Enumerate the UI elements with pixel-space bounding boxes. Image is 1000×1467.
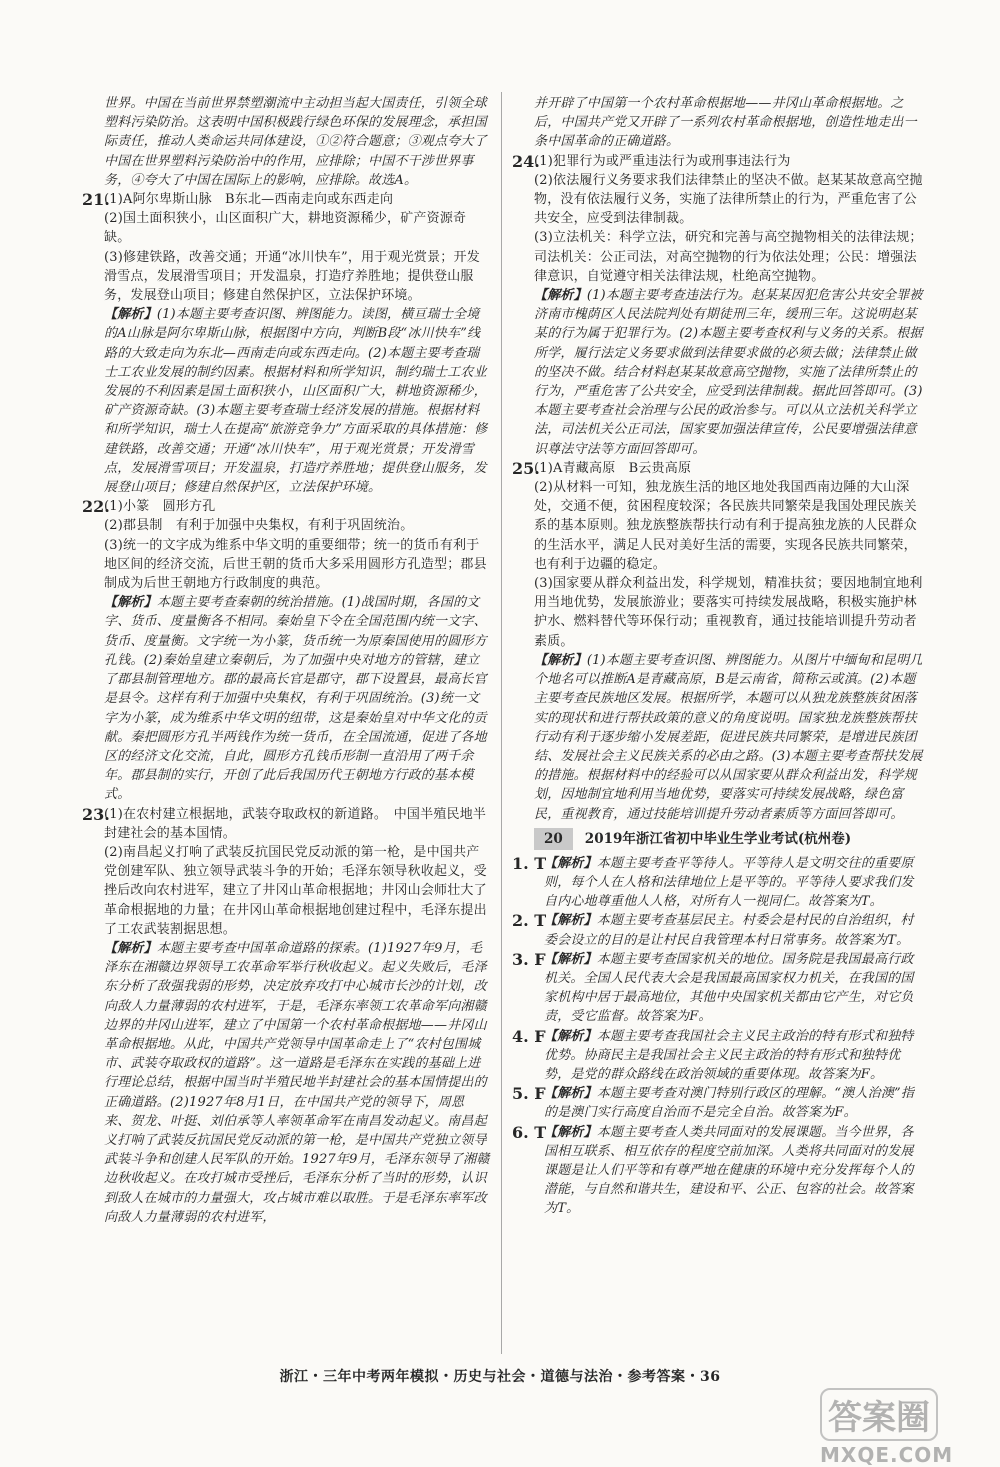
item-number: 6. T xyxy=(512,1122,547,1142)
analysis-label: 【解析】 xyxy=(534,288,587,304)
analysis-label: 【解析】 xyxy=(544,855,597,871)
analysis-label: 【解析】 xyxy=(104,307,157,323)
answer-line: (2)国土面积狭小，山区面积广大，耕地资源稀少，矿产资源奇缺。 xyxy=(104,211,467,246)
analysis-label: 【解析】 xyxy=(544,1086,597,1102)
answer-line: (3)国家要从群众利益出发，科学规划，精准扶贫；要因地制宜地利用当地优势，发展旅游业；要落实可持续发展战略，积极实施护林护水、燃料替代等环保行动；重视教育，通过技能培训提升劳动者素质。 xyxy=(534,576,923,649)
watermark-url: MXQE.COM xyxy=(820,1443,954,1467)
answer-line: (2)郡县制 有利于加强中央集权，有利于巩固统治。 xyxy=(104,518,414,534)
answer-line: (2)从材料一可知，独龙族生活的地区地处我国西南边陲的大山深处，交通不便，贫困程度较深；各民族共同繁荣是我国处理民族关系的基本原则。独龙族整族帮扶行动有利于提高独龙族的人民群众的生活水平，满足人民对美好生活的需要，实现各民族共同繁荣，也有利于边疆的稳定。 xyxy=(534,480,917,572)
item-number: 4. F xyxy=(512,1026,546,1046)
item-analysis xyxy=(534,1084,924,1122)
answer-line: (3)立法机关：科学立法，研究和完善与高空抛物相关的法律法规；司法机关：公正司法，对高空抛物的行为依法处理；公民：增强法律意识，自觉遵守相关法律法规，杜绝高空抛物。 xyxy=(534,230,923,284)
section-title: 2019年浙江省初中毕业生学业考试(杭州卷) xyxy=(584,830,852,847)
question-number: 25. xyxy=(512,458,540,478)
analysis-label: 【解析】 xyxy=(104,940,157,956)
item-2 xyxy=(512,911,924,949)
answer-line: (2)南昌起义打响了武装反抗国民党反动派的第一枪，是中国共产党创建军队、独立领导武装斗争的开始；毛泽东领导秋收起义，受挫后改向农村进军，建立了井冈山革命根据地；井冈山会师壮大了革命根据地的力量；在井冈山革命根据地创建过程中，毛泽东提出了工农武装割据思想。 xyxy=(104,844,487,937)
answer-line: (1)小篆 圆形方孔 xyxy=(104,499,216,515)
item-5 xyxy=(512,1084,924,1122)
item-3 xyxy=(512,950,924,1027)
item-number: 2. T xyxy=(512,911,547,931)
analysis-label: 【解析】 xyxy=(544,1028,597,1044)
analysis-label: 【解析】 xyxy=(104,595,157,611)
answer-line: (2)依法履行义务要求我们法律禁止的坚决不做。赵某某故意高空抛物，没有依法履行义务，实施了法律所禁止的行为，严重危害了公共安全，应受到法律制裁。 xyxy=(534,172,923,227)
analysis-paragraph xyxy=(104,939,490,1227)
item-6 xyxy=(512,1123,924,1219)
continuation-paragraph: 并开辟了中国第一个农村革命根据地——井冈山革命根据地。之后，中国共产党又开辟了一系列农村革命根据地，创造性地走出一条中国革命的正确道路。 xyxy=(534,96,917,150)
analysis-text: 本题主要考查基层民主。村委会是村民的自治组织，村委会设立的目的是让村民自我管理本村日常事务。故答案为T。 xyxy=(544,913,914,948)
question-number: 22. xyxy=(82,497,110,517)
analysis-paragraph xyxy=(534,286,924,459)
item-number: 5. F xyxy=(512,1084,546,1104)
column-divider xyxy=(501,92,502,1354)
analysis-text: 本题主要考查国家机关的地位。国务院是我国最高行政机关。全国人民代表大会是我国最高国家权力机关，在我国的国家机构中居于最高地位，其他中央国家机关都由它产生，对它负责，受它监督。故答案为F。 xyxy=(544,951,914,1025)
answer-line: (3)统一的文字成为维系中华文明的重要细带；统一的货币有利于地区间的经济交流，后世王朝的货币大多采用圆形方孔造型；郡县制成为后世王朝地方行政制度的典范。 xyxy=(104,537,487,592)
section-number-badge: 20 xyxy=(534,828,573,850)
item-4 xyxy=(512,1027,924,1085)
question-22 xyxy=(82,497,490,804)
item-analysis xyxy=(534,1027,924,1085)
answer-line: (1)A青藏高原 B云贵高原 xyxy=(534,460,692,476)
question-24 xyxy=(512,152,924,459)
analysis-paragraph xyxy=(104,593,490,804)
left-column xyxy=(82,94,490,1227)
analysis-label: 【解析】 xyxy=(534,652,587,668)
analysis-label: 【解析】 xyxy=(544,951,597,967)
page-footer: 浙江・三年中考两年模拟・历史与社会・道德与法治・参考答案・36 xyxy=(279,1369,721,1385)
analysis-label: 【解析】 xyxy=(544,1124,597,1140)
question-23 xyxy=(82,805,490,1227)
question-number: 21. xyxy=(82,190,110,210)
item-number: 1. T xyxy=(512,853,547,873)
analysis-text: 本题主要考查平等待人。平等待人是文明交往的重要原则，每个人在人格和法律地位上是平等的。平等待人要求我们发自内心地尊重他人人格，对所有人一视同仁。故答案为T。 xyxy=(544,855,914,910)
analysis-text: (1)本题主要考查违法行为。赵某某因犯危害公共安全罪被济南市槐荫区人民法院判处有期徒刑三年，缓刑三年。这说明赵某某的行为属于犯罪行为。(2)本题主要考查权利与义务的关系。根据所学，履行法定义务要求做到法律要求做的必须去做；法律禁止做的坚决不做。结合材料赵某某故意高空抛物，实施了法律所禁止的行为，严重危害了公共安全，应受到法律制裁。据此回答即可。(3)本题主要考查社会治理与公民的政治参与。可以从立法机关科学立法，司法机关公正司法，国家要加强法律宣传，公民要增强法律意识尊法守法等方面回答即可。 xyxy=(534,288,923,457)
item-analysis xyxy=(534,1123,924,1219)
question-21 xyxy=(82,190,490,497)
analysis-text: 本题主要考查中国革命道路的探索。(1)1927年9月，毛泽东在湘赣边界领导工农革命军举行秋收起义。起义失败后，毛泽东分析了敌强我弱的形势，决定放弃攻打中心城市长沙的计划，改向敌人力量薄弱的农村进军，于是，毛泽东率领工农革命军向湘赣边界的井冈山进军，建立了中国第一个农村革命根据地——井冈山革命根据地。从此，中国共产党领导中国革命走上了“农村包围城市、武装夺取政权的道路”。这一道路是毛泽东在实践的基础上进行理论总结，根据中国当时半殖民地半封建社会的基本国情提出的正确道路。(2)1927年8月1日，在中国共产党的领导下，周恩来、贺龙、叶挺、刘伯承等人率领革命军在南昌发动起义。南昌起义打响了武装反抗国民党反动派的第一枪，是中国共产党独立领导武装斗争和创建人民军队的开始。1927年9月，毛泽东领导了湘赣边秋收起义。在攻打城市受挫后，毛泽东分析了当时的形势，认识到敌人在城市的力量强大，攻占城市难以取胜。于是毛泽东率军改向敌人力量薄弱的农村进军， xyxy=(104,940,490,1225)
answer-line: (1)A阿尔卑斯山脉 B东北—西南走向或东西走向 xyxy=(104,192,394,208)
analysis-text: (1)本题主要考查识图、辨图能力。从图片中缅甸和昆明几个地名可以推断A是青藏高原，B是云南省，简称云或滇。(2)本题主要考查民族地区发展。根据所学，本题可以从独龙族整族贫困落实的现状和进行帮扶政策的意义的角度说明。国家独龙族整族帮扶行动有利于逐步缩小发展差距，促进民族共同繁荣，是增进民族团结、发展社会主义民族关系的必由之路。(3)本题主要考查帮扶发展的措施。根据材料中的经验可以从国家要从群众利益出发，科学规划，因地制宜地利用当地优势，要落实可持续发展战略，绿色富民，重视教育，通过技能培训提升劳动者素质等方面回答即可。 xyxy=(534,652,923,822)
section-header xyxy=(534,828,924,850)
answer-line: (1)犯罪行为或严重违法行为或刑事违法行为 xyxy=(534,153,791,169)
item-analysis xyxy=(534,911,924,949)
analysis-label: 【解析】 xyxy=(544,913,597,929)
question-number: 24. xyxy=(512,151,540,171)
question-25 xyxy=(512,459,924,824)
analysis-text: 本题主要考查秦朝的统治措施。(1)战国时期，各国的文字、货币、度量衡各不相同。秦始皇下令在全国范围内统一文字、货币、度量衡。文字统一为小篆，货币统一为原秦国使用的圆形方孔钱。(2)秦始皇建立秦朝后，为了加强中央对地方的管辖，建立了郡县制管理地方。郡的最高长官是郡守，郡下设置县，最高长官是县令。这样有利于加强中央集权，有利于巩固统治。(3)统一文字为小篆，成为维系中华文明的纽带，这是秦始皇对中华文化的贡献。秦把圆形方孔半两钱作为统一货币，在全国流通，促进了各地区的经济文化交流，自此，圆形方孔钱币形制一直沿用了两千余年。郡县制的实行，开创了此后我国历代王朝地方行政的基本模式。 xyxy=(104,595,487,803)
item-analysis xyxy=(534,950,924,1027)
analysis-text: (1)本题主要考查识图、辨图能力。读图，横亘瑞士全境的A山脉是阿尔卑斯山脉，根据图中方向，判断B段“冰川快车”线路的大致走向为东北—西南走向或东西走向。(2)本题主要考查瑞士工农业发展的制约因素。根据材料和所学知识，制约瑞士工农业发展的不利因素是国土面积狭小，山区面积广大，耕地资源稀少，矿产资源奇缺。(3)本题主要考查瑞士经济发展的措施。根据材料和所学知识，瑞士人在提高“旅游竞争力”方面采取的具体措施：修建铁路，改善交通；开通“冰川快车”，用于观光赏景；开发滑雪点，发展滑雪项目；开发温泉，打造疗养胜地；提供登山服务，发展登山项目；修建自然保护区，立法保护环境。 xyxy=(104,307,488,496)
answer-line: (3)修建铁路，改善交通；开通“冰川快车”，用于观光赏景；开发滑雪点，发展滑雪项目；开发温泉，打造疗养胜地；提供登山服务，发展登山项目；修建自然保护区，立法保护环境。 xyxy=(104,249,480,304)
analysis-paragraph xyxy=(104,305,490,497)
analysis-text: 本题主要考查我国社会主义民主政治的特有形式和独特优势。协商民主是我国社会主义民主政治的特有形式和独特优势，是党的群众路线在政治领域的重要体现。故答案为F。 xyxy=(544,1028,914,1082)
watermark xyxy=(820,1388,953,1467)
question-number: 23. xyxy=(82,804,110,824)
answer-line: (1)在农村建立根据地，武装夺取政权的新道路。 中国半殖民地半封建社会的基本国情。 xyxy=(104,806,487,841)
analysis-text: 本题主要考查对澳门特别行政区的理解。“澳人治澳”指的是澳门实行高度自治而不是完全自治。故答案为F。 xyxy=(544,1086,915,1121)
item-1 xyxy=(512,854,924,912)
analysis-paragraph xyxy=(534,651,924,824)
item-analysis xyxy=(534,854,924,912)
right-column xyxy=(512,94,924,1219)
analysis-text: 本题主要考查人类共同面对的发展课题。当今世界，各国相互联系、相互依存的程度空前加深。人类将共同面对的发展课题是让人们平等和有尊严地在健康的环境中充分发挥每个人的潜能，与自然和谐共生，建设和平、公正、包容的社会。故答案为T。 xyxy=(544,1124,914,1217)
intro-paragraph: 世界。中国在当前世界禁塑潮流中主动担当起大国责任，引领全球塑料污染防治。这表明中国积极践行绿色环保的发展理念，承担国际责任，推动人类命运共同体建设，①②符合题意；③观点夸大了中国在世界塑料污染防治中的作用，应排除；中国不干涉世界事务，④夸大了中国在国际上的影响，应排除。故选A。 xyxy=(104,96,487,188)
watermark-logo: 答案圈 xyxy=(820,1388,938,1441)
item-number: 3. F xyxy=(512,949,546,969)
